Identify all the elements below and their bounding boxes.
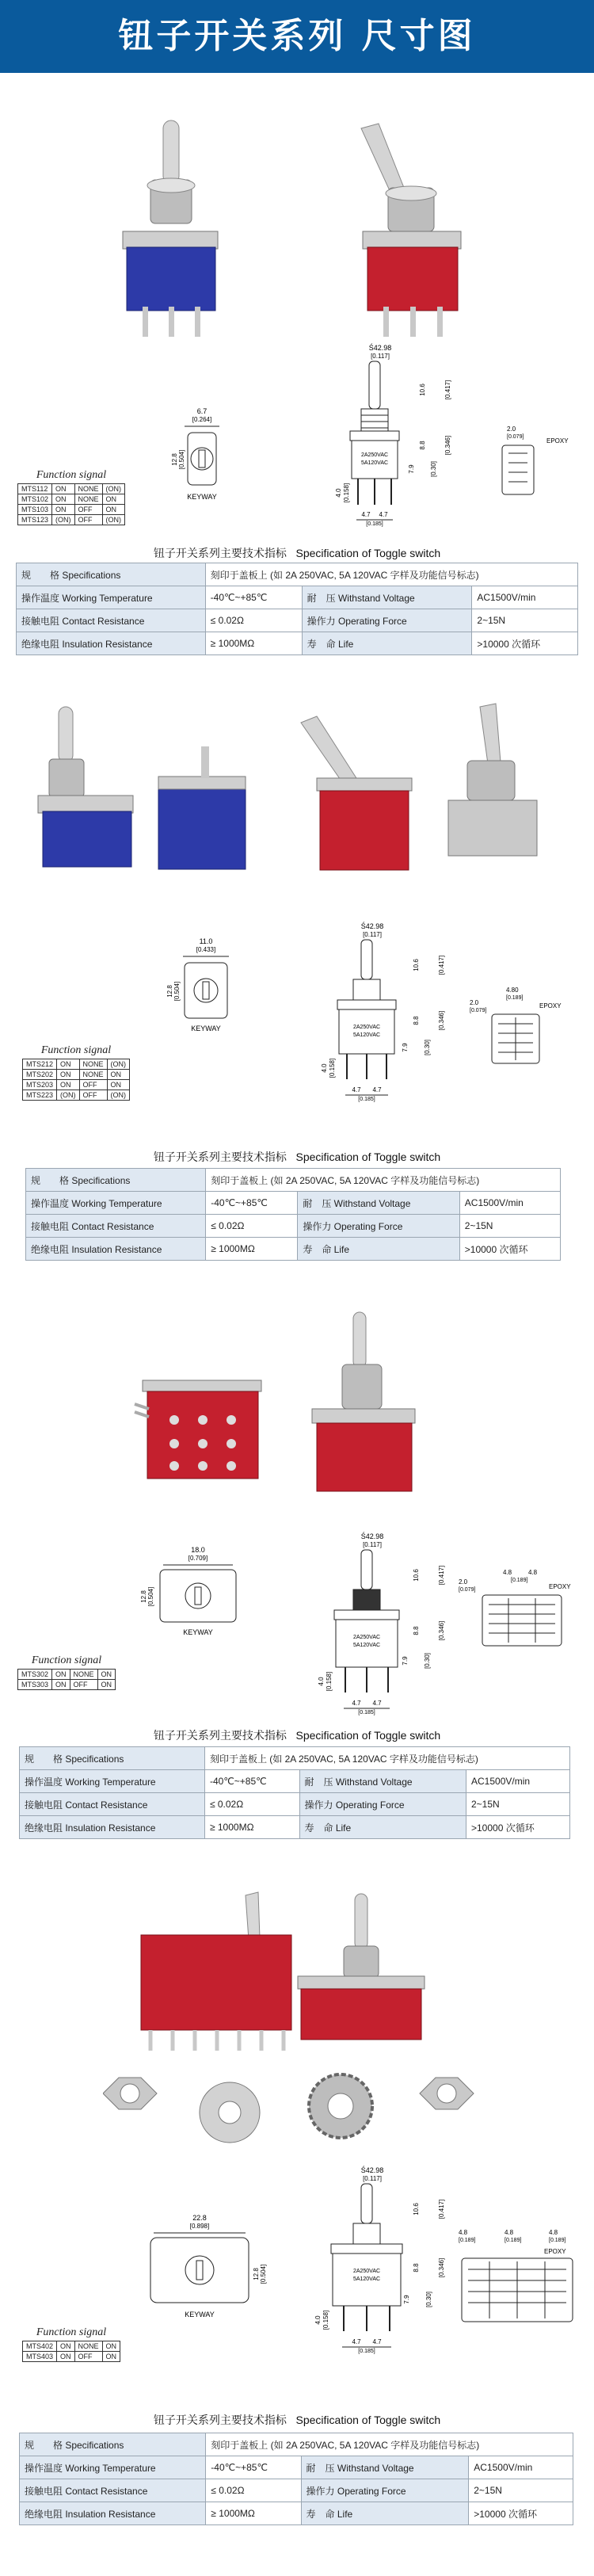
function-signal-cell: ON bbox=[57, 1070, 80, 1080]
function-signal-cell: NONE bbox=[74, 2341, 102, 2352]
dim-d5: 4.7 bbox=[352, 1086, 361, 1093]
function-signal-cell: MTS402 bbox=[23, 2341, 57, 2352]
dim-top: Ś42.98 bbox=[368, 344, 392, 352]
dim-d5: 4.7 bbox=[361, 511, 371, 518]
dim-d4-in: [0.158] bbox=[343, 483, 350, 503]
spec-value: >10000 次循环 bbox=[469, 2502, 573, 2525]
dim-d3-in: [0.30] bbox=[425, 2291, 432, 2308]
dimension-drawing-epoxy bbox=[491, 422, 586, 501]
dim-epoxy-pitch: 4.80 bbox=[506, 987, 519, 994]
marking-rating-b: 5A120VAC bbox=[352, 1643, 381, 1648]
function-signal-cell: OFF bbox=[74, 2352, 102, 2362]
dimension-drawing-epoxy bbox=[455, 1567, 582, 1654]
dim-d5-in: [0.185] bbox=[358, 2349, 375, 2354]
product-photo-red-spdt bbox=[333, 113, 491, 342]
dim-height-in: [0.504] bbox=[147, 1586, 154, 1607]
function-signal-cell: MTS212 bbox=[23, 1059, 57, 1070]
spec-label: 寿 命 Life bbox=[302, 632, 472, 655]
spec-table bbox=[25, 1168, 561, 1261]
spec-label: 规 格 Specifications bbox=[26, 1169, 206, 1192]
dim-d2: 8.8 bbox=[413, 2263, 420, 2273]
function-signal-cell: ON bbox=[57, 2341, 75, 2352]
spec-title-cn: 钮子开关系列主要技术指标 bbox=[153, 547, 287, 559]
dim-d1: 10.6 bbox=[419, 384, 426, 396]
spec-value: ≤ 0.02Ω bbox=[205, 609, 302, 632]
spec-label: 接触电阻 Contact Resistance bbox=[17, 609, 206, 632]
function-signal-title: Function signal bbox=[36, 2326, 107, 2338]
spec-label: 操作力 Operating Force bbox=[302, 609, 472, 632]
function-signal-cell: OFF bbox=[70, 1680, 97, 1690]
function-signal-cell: MTS202 bbox=[23, 1070, 57, 1080]
dim-d2: 8.8 bbox=[419, 441, 426, 450]
function-signal-cell: (ON) bbox=[102, 515, 125, 525]
dim-top: Ś42.98 bbox=[360, 922, 384, 930]
function-signal-cell: ON bbox=[52, 494, 75, 505]
keyway-label: KEYWAY bbox=[191, 1025, 221, 1032]
function-signal-cell: NONE bbox=[74, 494, 102, 505]
marking-rating-b: 5A120VAC bbox=[352, 2276, 381, 2282]
dim-epoxy-pitch-b: 4.8 bbox=[505, 2229, 514, 2236]
dim-d4: 4.0 bbox=[321, 1063, 328, 1073]
spec-value: AC1500V/min bbox=[472, 586, 578, 609]
product-photo-red-dpdt bbox=[293, 699, 570, 881]
function-signal-cell: ON bbox=[57, 2352, 75, 2362]
function-signal-cell: ON bbox=[107, 1070, 130, 1080]
function-signal-row bbox=[23, 1080, 130, 1090]
function-signal-cell: MTS302 bbox=[18, 1670, 52, 1680]
function-signal-cell: (ON) bbox=[52, 515, 75, 525]
dim-height: 12.8 bbox=[140, 1590, 147, 1603]
dim-epoxy: 2.0 bbox=[507, 426, 516, 433]
dim-d5b: 4.7 bbox=[372, 1086, 382, 1093]
spec-value: -40℃~+85℃ bbox=[205, 586, 302, 609]
dim-d1: 10.6 bbox=[413, 2203, 420, 2215]
spec-row bbox=[26, 1215, 561, 1238]
function-signal-row bbox=[23, 1090, 130, 1101]
marking-rating-b: 5A120VAC bbox=[360, 460, 389, 466]
spec-label: 接触电阻 Contact Resistance bbox=[20, 1793, 205, 1816]
function-signal-cell: OFF bbox=[79, 1080, 107, 1090]
section-4 bbox=[0, 1880, 594, 2576]
function-signal-4 bbox=[22, 2326, 120, 2362]
dim-height: 12.8 bbox=[253, 2268, 260, 2280]
function-signal-cell: ON bbox=[97, 1670, 116, 1680]
dim-d1: 10.6 bbox=[413, 1569, 420, 1582]
spec-title bbox=[0, 545, 594, 561]
spec-value: ≤ 0.02Ω bbox=[204, 1793, 299, 1816]
spec-row bbox=[26, 1192, 561, 1215]
dim-d4-in: [0.158] bbox=[329, 1058, 336, 1078]
spec-value: AC1500V/min bbox=[466, 1770, 570, 1793]
dim-d4: 4.0 bbox=[335, 488, 342, 498]
dim-d3-in: [0.30] bbox=[430, 460, 437, 478]
dim-top-in: [0.117] bbox=[363, 931, 382, 938]
section-3 bbox=[0, 1293, 594, 1880]
dim-width: 11.0 bbox=[199, 937, 213, 945]
function-signal-title: Function signal bbox=[36, 469, 107, 481]
spec-label: 绝缘电阻 Insulation Resistance bbox=[26, 1238, 206, 1261]
spec-title-cn: 钮子开关系列主要技术指标 bbox=[153, 1729, 287, 1742]
function-signal-cell: ON bbox=[102, 494, 125, 505]
spec-label: 耐 压 Withstand Voltage bbox=[302, 586, 472, 609]
function-signal-cell: ON bbox=[52, 505, 75, 515]
spec-label: 绝缘电阻 Insulation Resistance bbox=[20, 2502, 206, 2525]
page-title: 钮子开关系列 尺寸图 bbox=[118, 16, 476, 56]
spec-title bbox=[0, 1149, 594, 1165]
dim-d5-in: [0.185] bbox=[366, 521, 383, 527]
function-signal-row bbox=[18, 515, 125, 525]
spec-table bbox=[16, 563, 578, 655]
dim-epoxy-in: [0.079] bbox=[507, 434, 524, 440]
function-signal-row bbox=[23, 2352, 120, 2362]
spec-value: ≥ 1000MΩ bbox=[206, 1238, 298, 1261]
dim-height-in: [0.504] bbox=[260, 2264, 267, 2284]
spec-value: -40℃~+85℃ bbox=[204, 1770, 299, 1793]
spec-label: 规 格 Specifications bbox=[20, 2433, 206, 2456]
dim-epoxy-pitch-in: [0.189] bbox=[511, 1578, 528, 1583]
function-signal-row bbox=[23, 1070, 130, 1080]
function-signal-cell: NONE bbox=[79, 1059, 107, 1070]
spec-row bbox=[20, 2502, 573, 2525]
spec-value: AC1500V/min bbox=[469, 2456, 573, 2479]
spec-value: 2~15N bbox=[466, 1793, 570, 1816]
function-signal-row bbox=[18, 505, 125, 515]
function-signal-cell: (ON) bbox=[102, 484, 125, 494]
function-signal-table bbox=[17, 483, 125, 525]
dim-d4-in: [0.158] bbox=[326, 1671, 333, 1692]
function-signal-2 bbox=[22, 1044, 130, 1101]
spec-label: 规 格 Specifications bbox=[20, 1747, 205, 1770]
function-signal-table bbox=[17, 1669, 116, 1690]
dim-d1-in: [0.417] bbox=[438, 955, 445, 975]
product-photo-3pdt-side bbox=[301, 1309, 428, 1507]
spec-value: -40℃~+85℃ bbox=[206, 1192, 298, 1215]
dimension-drawing-bottom-view bbox=[162, 398, 249, 525]
dim-top-in: [0.117] bbox=[363, 1541, 382, 1548]
spec-value: ≥ 1000MΩ bbox=[206, 2502, 301, 2525]
dim-d1-in: [0.417] bbox=[438, 2199, 445, 2219]
function-signal-row bbox=[23, 2341, 120, 2352]
dim-d5: 4.7 bbox=[352, 2338, 361, 2345]
function-signal-cell: MTS303 bbox=[18, 1680, 52, 1690]
spec-value: 2~15N bbox=[472, 609, 578, 632]
spec-value: 刻印于盖板上 (如 2A 250VAC, 5A 120VAC 字样及功能信号标志) bbox=[206, 1169, 561, 1192]
dim-d4-in: [0.158] bbox=[322, 2310, 329, 2330]
dim-d1: 10.6 bbox=[413, 959, 420, 971]
function-signal-cell: (ON) bbox=[107, 1090, 130, 1101]
spec-label: 接触电阻 Contact Resistance bbox=[26, 1215, 206, 1238]
spec-label: 绝缘电阻 Insulation Resistance bbox=[20, 1816, 205, 1839]
dim-top-in: [0.117] bbox=[371, 353, 390, 360]
dimension-drawing-side-view bbox=[309, 921, 459, 1119]
function-signal-cell: (ON) bbox=[57, 1090, 80, 1101]
dim-epoxy-pitch: 4.8 bbox=[503, 1569, 512, 1576]
dim-epoxy-pitch-c: 4.8 bbox=[549, 2229, 558, 2236]
spec-label: 操作力 Operating Force bbox=[299, 1793, 466, 1816]
dim-width-in: [0.898] bbox=[189, 2223, 210, 2230]
function-signal-cell: (ON) bbox=[107, 1059, 130, 1070]
dim-top: Ś42.98 bbox=[360, 1532, 384, 1540]
spec-title-en: Specification of Toggle switch bbox=[295, 2414, 441, 2426]
spec-row bbox=[20, 2479, 573, 2502]
spec-value: 刻印于盖板上 (如 2A 250VAC, 5A 120VAC 字样及功能信号标志) bbox=[205, 563, 577, 586]
dimension-drawing-side-view bbox=[309, 2165, 459, 2371]
epoxy-label: EPOXY bbox=[539, 1002, 562, 1009]
dim-epoxy-pitch-a-in: [0.189] bbox=[459, 2238, 476, 2243]
function-signal-cell: NONE bbox=[70, 1670, 97, 1680]
dim-epoxy-pitch-a: 4.8 bbox=[459, 2229, 468, 2236]
function-signal-cell: ON bbox=[57, 1080, 80, 1090]
spec-label: 耐 压 Withstand Voltage bbox=[301, 2456, 469, 2479]
function-signal-cell: OFF bbox=[74, 515, 102, 525]
keyway-label: KEYWAY bbox=[185, 2311, 215, 2318]
dim-d2: 8.8 bbox=[413, 1016, 420, 1025]
spec-label: 操作温度 Working Temperature bbox=[20, 2456, 206, 2479]
keyway-label: KEYWAY bbox=[183, 1628, 213, 1636]
page-header bbox=[0, 0, 594, 73]
dim-d5-in: [0.185] bbox=[358, 1097, 375, 1102]
dim-height-in: [0.504] bbox=[178, 449, 185, 470]
dimension-drawing-side-view bbox=[317, 342, 467, 540]
spec-value: 刻印于盖板上 (如 2A 250VAC, 5A 120VAC 字样及功能信号标志) bbox=[204, 1747, 569, 1770]
section-1 bbox=[0, 73, 594, 675]
function-signal-3 bbox=[17, 1654, 116, 1690]
dim-d2-in: [0.346] bbox=[444, 435, 451, 456]
dim-d5-in: [0.185] bbox=[358, 1710, 375, 1715]
spec-value: ≥ 1000MΩ bbox=[204, 1816, 299, 1839]
spec-label: 寿 命 Life bbox=[298, 1238, 459, 1261]
function-signal-title: Function signal bbox=[40, 1044, 112, 1056]
spec-table bbox=[19, 2433, 573, 2525]
marking-rating-b: 5A120VAC bbox=[352, 1032, 381, 1038]
function-signal-cell: MTS103 bbox=[18, 505, 52, 515]
function-signal-cell: MTS112 bbox=[18, 484, 52, 494]
spec-row bbox=[17, 586, 578, 609]
epoxy-label: EPOXY bbox=[549, 1583, 571, 1590]
dim-d1-in: [0.417] bbox=[438, 1565, 445, 1586]
spec-value: >10000 次循环 bbox=[472, 632, 578, 655]
product-photo-blue-spdt bbox=[95, 113, 246, 342]
product-photo-red-4pdt bbox=[135, 1887, 467, 2062]
function-signal-title: Function signal bbox=[31, 1654, 102, 1666]
dimension-drawing-epoxy bbox=[455, 2227, 582, 2330]
dim-d2: 8.8 bbox=[413, 1626, 420, 1635]
function-signal-row bbox=[23, 1059, 130, 1070]
spec-row bbox=[20, 2456, 573, 2479]
spec-value: >10000 次循环 bbox=[466, 1816, 570, 1839]
accessory-nuts-washers bbox=[103, 2062, 483, 2149]
spec-table bbox=[19, 1746, 570, 1839]
dim-d1-in: [0.417] bbox=[444, 380, 451, 400]
dim-d5b: 4.7 bbox=[372, 1700, 382, 1707]
dimension-drawing-bottom-view bbox=[119, 1543, 269, 1654]
function-signal-cell: ON bbox=[97, 1680, 116, 1690]
spec-row bbox=[20, 2433, 573, 2456]
dim-top: Ś42.98 bbox=[360, 2166, 384, 2174]
epoxy-label: EPOXY bbox=[544, 2248, 566, 2255]
dim-d3-in: [0.30] bbox=[424, 1039, 431, 1056]
dim-height: 12.8 bbox=[171, 453, 178, 466]
function-signal-cell: MTS102 bbox=[18, 494, 52, 505]
dim-d2-in: [0.346] bbox=[438, 2257, 445, 2278]
marking-rating-a: 2A250VAC bbox=[352, 1635, 381, 1640]
marking-rating-a: 2A250VAC bbox=[352, 1025, 381, 1030]
spec-label: 寿 命 Life bbox=[299, 1816, 466, 1839]
function-signal-cell: ON bbox=[102, 2352, 120, 2362]
function-signal-cell: NONE bbox=[79, 1070, 107, 1080]
function-signal-cell: ON bbox=[57, 1059, 80, 1070]
dim-d3: 7.9 bbox=[402, 1043, 409, 1052]
spec-label: 耐 压 Withstand Voltage bbox=[299, 1770, 466, 1793]
function-signal-cell: OFF bbox=[74, 505, 102, 515]
spec-value: -40℃~+85℃ bbox=[206, 2456, 301, 2479]
spec-label: 绝缘电阻 Insulation Resistance bbox=[17, 632, 206, 655]
function-signal-row bbox=[18, 1670, 116, 1680]
dim-d3: 7.9 bbox=[403, 2295, 410, 2304]
spec-label: 操作力 Operating Force bbox=[298, 1215, 459, 1238]
spec-row bbox=[17, 632, 578, 655]
section-2 bbox=[0, 675, 594, 1293]
spec-title-cn: 钮子开关系列主要技术指标 bbox=[153, 1151, 287, 1163]
function-signal-cell: MTS203 bbox=[23, 1080, 57, 1090]
function-signal-row bbox=[18, 1680, 116, 1690]
dim-epoxy-pitch-in: [0.189] bbox=[506, 995, 524, 1001]
spec-row bbox=[26, 1238, 561, 1261]
dim-height-in: [0.504] bbox=[173, 981, 181, 1002]
spec-label: 接触电阻 Contact Resistance bbox=[20, 2479, 206, 2502]
dim-epoxy-pitch-c-in: [0.189] bbox=[549, 2238, 566, 2243]
dim-d5b: 4.7 bbox=[372, 2338, 382, 2345]
spec-title-en: Specification of Toggle switch bbox=[295, 547, 441, 559]
function-signal-cell: MTS223 bbox=[23, 1090, 57, 1101]
spec-row bbox=[20, 1816, 570, 1839]
marking-rating-a: 2A250VAC bbox=[352, 2269, 381, 2274]
function-signal-cell: ON bbox=[107, 1080, 130, 1090]
spec-title bbox=[0, 1727, 594, 1743]
product-photo-blue-dpdt bbox=[32, 699, 261, 881]
spec-value: 2~15N bbox=[459, 1215, 560, 1238]
function-signal-cell: MTS403 bbox=[23, 2352, 57, 2362]
function-signal-cell: NONE bbox=[74, 484, 102, 494]
dim-d2-in: [0.346] bbox=[438, 1620, 445, 1641]
dim-width: 18.0 bbox=[191, 1546, 205, 1554]
spec-label: 操作温度 Working Temperature bbox=[20, 1770, 205, 1793]
function-signal-cell: MTS123 bbox=[18, 515, 52, 525]
spec-label: 操作力 Operating Force bbox=[301, 2479, 469, 2502]
dim-d2-in: [0.346] bbox=[438, 1010, 445, 1031]
dim-width-in: [0.264] bbox=[192, 416, 212, 423]
dim-epoxy: 2.0 bbox=[459, 1578, 468, 1586]
spec-title bbox=[0, 2412, 594, 2428]
dim-d4: 4.0 bbox=[318, 1677, 325, 1686]
dim-d3: 7.9 bbox=[408, 464, 415, 474]
dim-d3-in: [0.30] bbox=[424, 1652, 431, 1670]
function-signal-cell: OFF bbox=[79, 1090, 107, 1101]
function-signal-1 bbox=[17, 469, 125, 525]
function-signal-row bbox=[18, 494, 125, 505]
spec-title-cn: 钮子开关系列主要技术指标 bbox=[153, 2414, 287, 2426]
function-signal-cell: ON bbox=[52, 484, 75, 494]
spec-title-en: Specification of Toggle switch bbox=[295, 1151, 441, 1163]
spec-row bbox=[20, 1747, 570, 1770]
dim-d4: 4.0 bbox=[314, 2315, 322, 2325]
function-signal-table bbox=[22, 1059, 130, 1101]
dim-epoxy: 2.0 bbox=[470, 999, 479, 1006]
spec-title-en: Specification of Toggle switch bbox=[295, 1729, 441, 1742]
spec-value: 刻印于盖板上 (如 2A 250VAC, 5A 120VAC 字样及功能信号标志) bbox=[206, 2433, 573, 2456]
dimension-drawing-bottom-view bbox=[143, 2211, 269, 2330]
dim-epoxy-in: [0.079] bbox=[470, 1008, 487, 1013]
dim-width: 6.7 bbox=[196, 407, 208, 415]
spec-value: 2~15N bbox=[469, 2479, 573, 2502]
dim-epoxy-pitch-b-in: [0.189] bbox=[505, 2238, 522, 2243]
keyway-label: KEYWAY bbox=[187, 493, 217, 501]
spec-value: ≤ 0.02Ω bbox=[206, 1215, 298, 1238]
function-signal-cell: ON bbox=[102, 505, 125, 515]
dim-width-in: [0.709] bbox=[188, 1555, 208, 1562]
epoxy-label: EPOXY bbox=[546, 437, 569, 445]
function-signal-cell: ON bbox=[52, 1680, 70, 1690]
spec-row bbox=[17, 609, 578, 632]
spec-label: 规 格 Specifications bbox=[17, 563, 206, 586]
spec-label: 耐 压 Withstand Voltage bbox=[298, 1192, 459, 1215]
function-signal-table bbox=[22, 2341, 120, 2362]
spec-row bbox=[20, 1770, 570, 1793]
spec-label: 操作温度 Working Temperature bbox=[26, 1192, 206, 1215]
function-signal-row bbox=[18, 484, 125, 494]
dim-height: 12.8 bbox=[166, 985, 173, 998]
spec-label: 操作温度 Working Temperature bbox=[17, 586, 206, 609]
function-signal-cell: ON bbox=[52, 1670, 70, 1680]
dimension-drawing-side-view bbox=[309, 1531, 459, 1729]
dim-top-in: [0.117] bbox=[363, 2175, 382, 2182]
dim-width-in: [0.433] bbox=[196, 946, 216, 953]
dim-d5b: 4.7 bbox=[379, 511, 388, 518]
dim-d5: 4.7 bbox=[352, 1700, 361, 1707]
spec-label: 寿 命 Life bbox=[301, 2502, 469, 2525]
marking-rating-a: 2A250VAC bbox=[360, 452, 389, 458]
spec-row bbox=[20, 1793, 570, 1816]
product-photo-red-3pdt bbox=[127, 1325, 285, 1499]
spec-value: >10000 次循环 bbox=[459, 1238, 560, 1261]
spec-value: ≥ 1000MΩ bbox=[205, 632, 302, 655]
spec-value: AC1500V/min bbox=[459, 1192, 560, 1215]
dimension-drawing-epoxy bbox=[463, 984, 566, 1071]
dimension-drawing-bottom-view bbox=[154, 933, 257, 1059]
dim-epoxy-pitch-b: 4.8 bbox=[528, 1569, 538, 1576]
spec-row bbox=[26, 1169, 561, 1192]
spec-row bbox=[17, 563, 578, 586]
dim-d3: 7.9 bbox=[402, 1656, 409, 1666]
spec-value: ≤ 0.02Ω bbox=[206, 2479, 301, 2502]
function-signal-cell: ON bbox=[102, 2341, 120, 2352]
dim-width: 22.8 bbox=[192, 2214, 207, 2222]
dim-epoxy-in: [0.079] bbox=[459, 1587, 476, 1593]
